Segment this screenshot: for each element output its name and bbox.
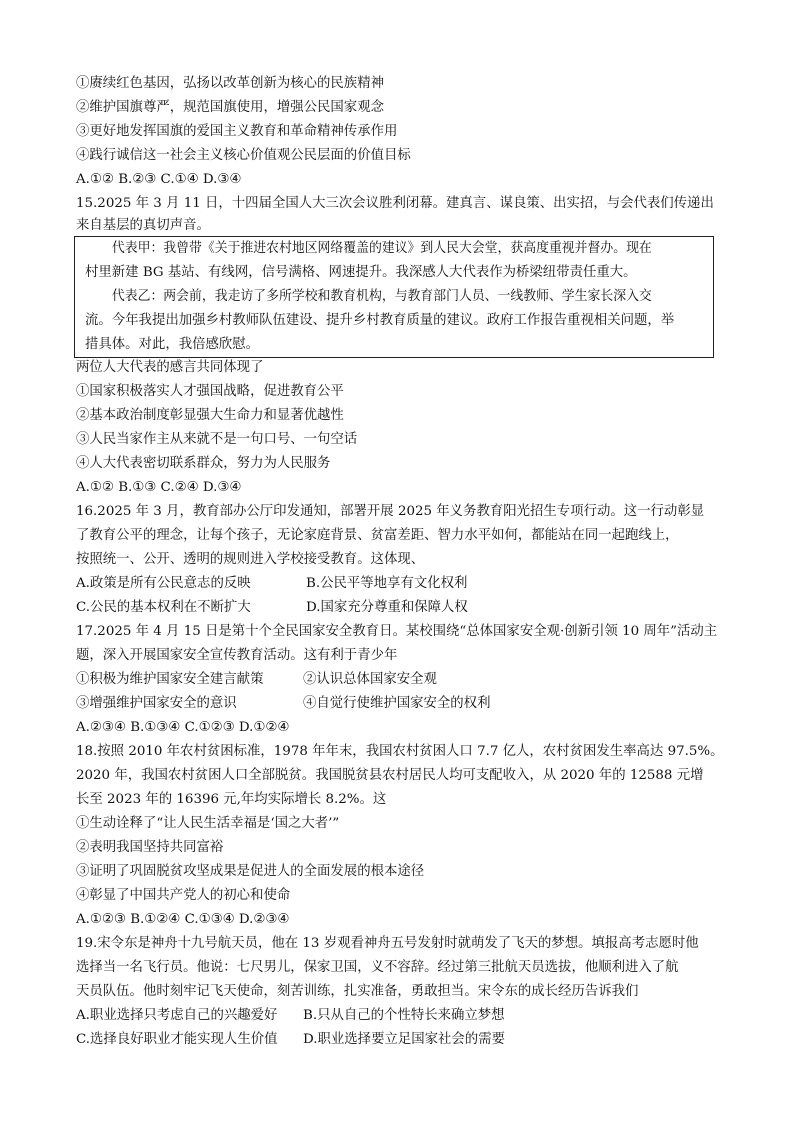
q19-options-row-1 xyxy=(76,1006,726,1026)
q16-stem-line-3: 按照统一、公开、透明的规则进入学校接受教育。这体现、 xyxy=(76,552,425,567)
q15-box-line-1: 代表甲：我曾带《关于推进农村地区网络覆盖的建议》到人民大会堂，获高度重视并督办。现在 xyxy=(111,241,652,256)
q18-stem-line-2: 2020 年，我国农村贫困人口全部脱贫。我国脱贫县农村居民人均可支配收入，从 2020 年的 12588 元增 xyxy=(76,768,704,783)
q14-option-3: ③更好地发挥国旗的爱国主义教育和革命精神传承作用 xyxy=(76,124,398,139)
q17-stem-line-2: 题，深入开展国家安全宣传教育活动。这有利于青少年 xyxy=(76,648,398,663)
q18-stem-line-1: 18.按照 2010 年农村贫困标准，1978 年年末，我国农村贫困人口 7.7 亿人，农村贫困发生率高达 97.5%。 xyxy=(76,744,724,759)
q14-option-2: ②维护国旗尊严，规范国旗使用，增强公民国家观念 xyxy=(76,100,384,115)
q18-choices: A.①②③ B.①②④ C.①③④ D.②③④ xyxy=(76,912,290,927)
q17-option-3: ③增强维护国家安全的意识 xyxy=(76,696,237,711)
q17-option-1: ①积极为维护国家安全建言献策 xyxy=(76,672,264,687)
q15-box-line-4: 流。今年我提出加强乡村教师队伍建设、提升乡村教育质量的建议。政府工作报告重视相关问题，举 xyxy=(85,313,675,328)
q18-option-2: ②表明我国坚持共同富裕 xyxy=(76,840,224,855)
q18-option-4: ④彰显了中国共产党人的初心和使命 xyxy=(76,888,291,903)
q15-material-box xyxy=(74,236,714,358)
q18-option-1: ①生动诠释了“让人民生活幸福是‘国之大者’” xyxy=(76,816,340,831)
q15-option-3: ③人民当家作主从来就不是一句口号、一句空话 xyxy=(76,432,358,447)
q19-options-row-2 xyxy=(76,1030,726,1050)
q16-option-d: D.国家充分尊重和保障人权 xyxy=(306,600,468,615)
q16-stem-line-2: 了教育公平的理念，让每个孩子，无论家庭背景、贫富差距、智力水平如何，都能站在同一起跑线上， xyxy=(76,528,679,543)
q18-stem-line-3: 长至 2023 年的 16396 元,年均实际增长 8.2%。这 xyxy=(76,792,387,807)
q15-stem-line-1: 15.2025 年 3 月 11 日，十四届全国人大三次会议胜利闭幕。建真言、谋良策、出实招，与会代表们传递出 xyxy=(76,196,714,211)
q19-option-b: B.只从自己的个性特长来确立梦想 xyxy=(303,1008,505,1023)
q14-choices: A.①② B.②③ C.①④ D.③④ xyxy=(76,172,242,187)
q17-options-row-2 xyxy=(76,694,726,714)
q19-stem-line-2: 选择当一名飞行员。他说：七尺男儿，保家卫国，义不容辞。经过第三批航天员选拔，他顺利进入了航 xyxy=(76,960,679,975)
q16-stem-line-1: 16.2025 年 3 月，教育部办公厅印发通知，部署开展 2025 年义务教育阳光招生专项行动。这一行动彰显 xyxy=(76,504,705,519)
q14-option-4: ④践行诚信这一社会主义核心价值观公民层面的价值目标 xyxy=(76,148,411,163)
q19-stem-line-1: 19.宋令东是神舟十九号航天员，他在 13 岁观看神舟五号发射时就萌发了飞天的梦想。填报高考志愿时他 xyxy=(76,936,699,951)
q15-choices: A.①② B.①③ C.②④ D.③④ xyxy=(76,480,242,495)
q16-option-b: B.公民平等地享有文化权利 xyxy=(306,576,468,591)
q15-question: 两位人大代表的感言共同体现了 xyxy=(76,360,264,375)
q16-option-c: C.公民的基本权利在不断扩大 xyxy=(76,600,251,615)
q15-box-line-5: 措具体。对此，我倍感欣慰。 xyxy=(85,337,260,352)
q16-options-row-1 xyxy=(76,574,726,594)
q17-stem-line-1: 17.2025 年 4 月 15 日是第十个全民国家安全教育日。某校围绕“总体国家安全观·创新引领 10 周年”活动主 xyxy=(76,624,718,639)
q19-option-a: A.职业选择只考虑自己的兴趣爱好 xyxy=(76,1008,278,1023)
q19-option-c: C.选择良好职业才能实现人生价值 xyxy=(76,1032,278,1047)
q16-options-row-2 xyxy=(76,598,726,618)
q17-option-4: ④自觉行使维护国家安全的权利 xyxy=(303,696,491,711)
q15-option-2: ②基本政治制度彰显强大生命力和显著优越性 xyxy=(76,408,344,423)
q19-stem-line-3: 天员队伍。他时刻牢记飞天使命，刻苦训练，扎实准备，勇敢担当。宋令东的成长经历告诉我们 xyxy=(76,984,639,999)
q15-stem-line-2: 来自基层的真切声音。 xyxy=(76,218,210,233)
q15-option-4: ④人大代表密切联系群众，努力为人民服务 xyxy=(76,456,331,471)
q14-option-1: ①赓续红色基因，弘扬以改革创新为核心的民族精神 xyxy=(76,76,384,91)
q17-options-row-1 xyxy=(76,670,726,690)
q15-option-1: ①国家积极落实人才强国战略，促进教育公平 xyxy=(76,384,344,399)
q18-option-3: ③证明了巩固脱贫攻坚成果是促进人的全面发展的根本途径 xyxy=(76,864,425,879)
q15-box-line-2: 村里新建 BG 基站、有线网，信号满格、网速提升。我深感人大代表作为桥梁纽带责任重大。 xyxy=(85,265,637,280)
q17-option-2: ②认识总体国家安全观 xyxy=(303,672,437,687)
q15-box-line-3: 代表乙：两会前，我走访了多所学校和教育机构，与教育部门人员、一线教师、学生家长深入交 xyxy=(111,289,652,304)
q16-option-a: A.政策是所有公民意志的反映 xyxy=(76,576,251,591)
q17-choices: A.②③④ B.①③④ C.①②③ D.①②④ xyxy=(76,720,290,735)
q19-option-d: D.职业选择要立足国家社会的需要 xyxy=(303,1032,505,1047)
